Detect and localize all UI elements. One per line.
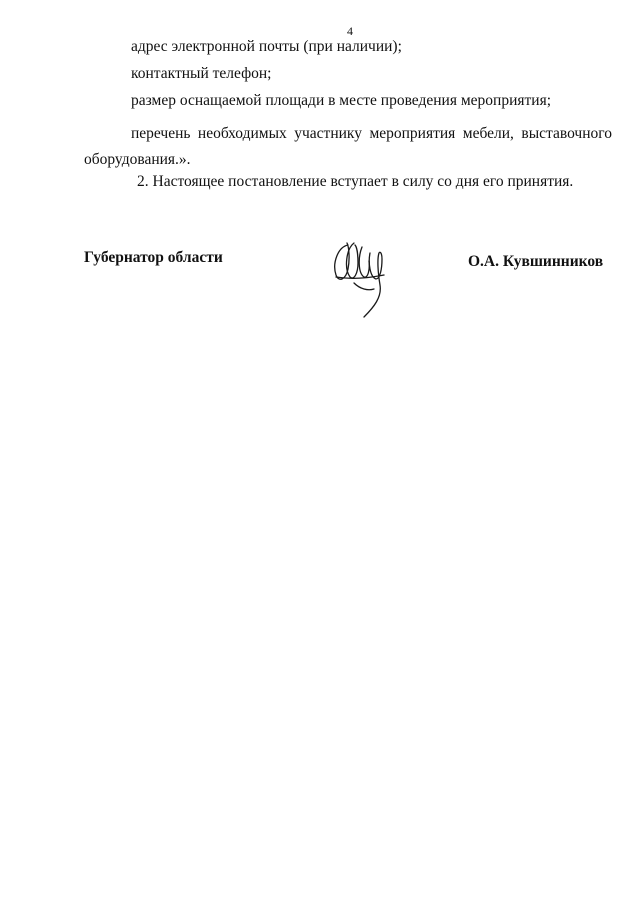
clause-effective-date: 2. Настоящее постановление вступает в силу со дня его принятия. bbox=[137, 173, 574, 190]
list-item-email: адрес электронной почты (при наличии); bbox=[131, 38, 402, 55]
list-item-area-size: размер оснащаемой площади в месте проведения мероприятия; bbox=[131, 92, 552, 109]
handwritten-signature bbox=[324, 233, 400, 321]
list-item-phone: контактный телефон; bbox=[131, 65, 272, 82]
signatory-name: О.А. Кувшинников bbox=[468, 253, 604, 270]
signatory-title: Губернатор области bbox=[84, 249, 223, 266]
list-item-furniture: перечень необходимых участнику мероприятия мебели, выставочного оборудования.». bbox=[84, 125, 612, 168]
page-number: 4 bbox=[347, 24, 353, 38]
